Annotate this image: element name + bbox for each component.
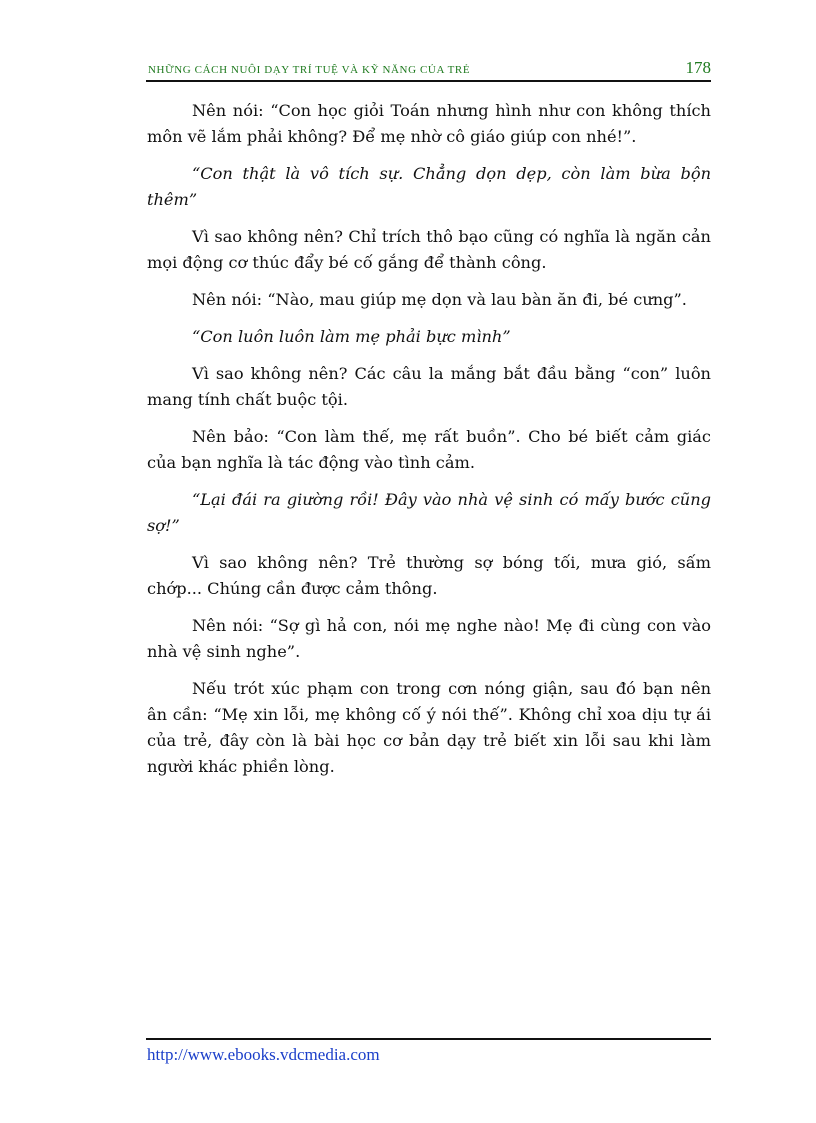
- paragraph: Vì sao không nên? Chỉ trích thô bạo cũng có nghĩa là ngăn cản mọi động cơ thúc đẩy bé cố gắng để thành công.: [147, 227, 711, 272]
- paragraph: Nên nói: “Nào, mau giúp mẹ dọn và lau bàn ăn đi, bé cưng”.: [192, 290, 687, 309]
- paragraph: Nếu trót xúc phạm con trong cơn nóng giận, sau đó bạn nên ân cần: “Mẹ xin lỗi, mẹ không cố ý nói thế”. Không chỉ xoa dịu tự ái của trẻ, đây còn là bài học cơ bản dạy trẻ biết xin lỗi sau khi làm người khác phiền lòng.: [147, 679, 711, 776]
- footer-divider: [146, 1038, 711, 1040]
- quote-paragraph: “Con thật là vô tích sự. Chẳng dọn dẹp, còn làm bừa bộn thêm”: [147, 164, 711, 209]
- page-body: [147, 98, 711, 791]
- quote-paragraph: “Lại đái ra giường rồi! Đây vào nhà vệ sinh có mấy bước cũng sợ!”: [147, 490, 711, 535]
- paragraph: Nên bảo: “Con làm thế, mẹ rất buồn”. Cho bé biết cảm giác của bạn nghĩa là tác động vào tình cảm.: [147, 427, 711, 472]
- paragraph: Vì sao không nên? Các câu la mắng bắt đầu bằng “con” luôn mang tính chất buộc tội.: [147, 364, 711, 409]
- quote-paragraph: “Con luôn luôn làm mẹ phải bực mình”: [192, 327, 511, 346]
- paragraph: Vì sao không nên? Trẻ thường sợ bóng tối, mưa gió, sấm chớp... Chúng cần được cảm thông.: [147, 553, 711, 598]
- footer-website-link[interactable]: http://www.ebooks.vdcmedia.com: [147, 1045, 380, 1064]
- paragraph: Nên nói: “Con học giỏi Toán nhưng hình như con không thích môn vẽ lắm phải không? Để mẹ nhờ cô giáo giúp con nhé!”.: [147, 101, 711, 146]
- paragraph: Nên nói: “Sợ gì hả con, nói mẹ nghe nào! Mẹ đi cùng con vào nhà vệ sinh nghe”.: [147, 616, 711, 661]
- book-title: NHỮNG CÁCH NUÔI DẠY TRÍ TUỆ VÀ KỸ NĂNG CỦA TRẺ: [148, 64, 471, 76]
- page-header: [146, 58, 711, 82]
- page-number: 178: [685, 58, 711, 77]
